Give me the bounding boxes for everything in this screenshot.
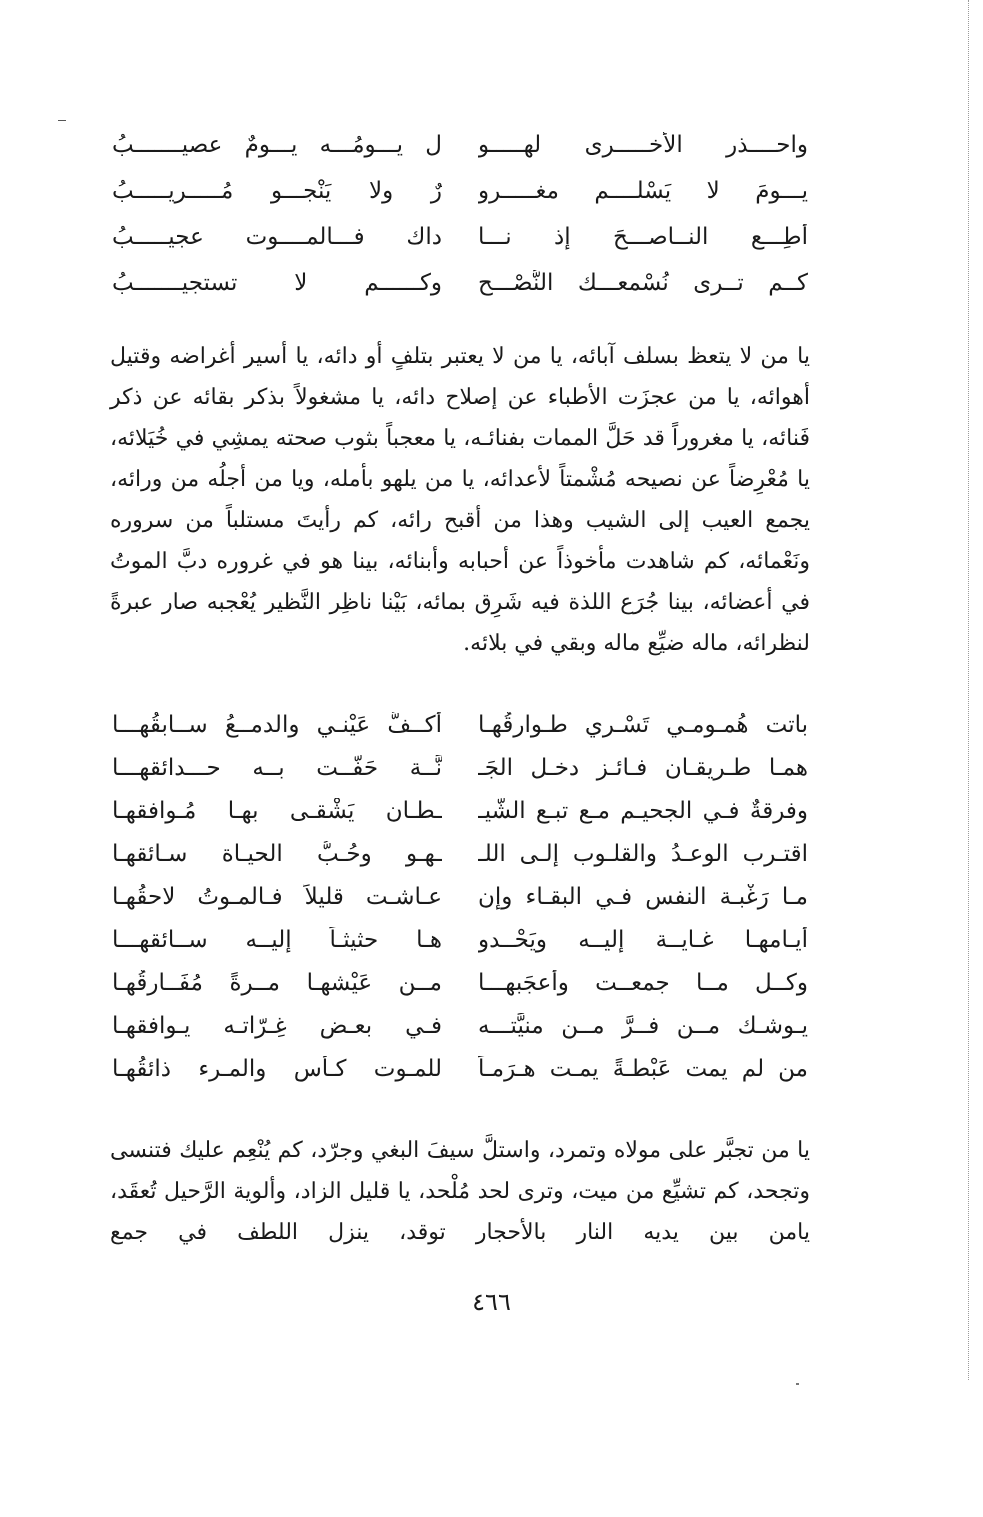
stray-dot bbox=[796, 1383, 799, 1385]
stray-mark bbox=[58, 120, 66, 121]
verse-first-hemistich: باتت هُمـومـي تَسْـري طـوارقُهـا bbox=[478, 712, 808, 738]
prose-paragraph-2: يا من تجبَّر على مولاه وتمرد، واستلَّ سيفَ البغي وجرّد، كم يُنْعِم عليك فتنسى وتجحد، كم تشيِّع من ميت، وترى لحد مُلْحد، يا قليل الزاد، وألوية الرَّحيل تُعقَد، يامن بين يديه النار بالأحجار توقد، ينزل اللطف في جمع bbox=[110, 1138, 810, 1245]
verse-second-hemistich: مــن عَيْشهـا مــرةً مُفَــارقُهـا bbox=[112, 970, 442, 996]
verse-line bbox=[112, 1056, 808, 1099]
verse-second-hemistich: أكــفُّ عَيْنـي والدمــعُ ســابقُهـــا bbox=[112, 712, 442, 738]
verse-second-hemistich: ـطـان يَشْقـى بهـا مُـوافقهـا bbox=[112, 798, 442, 824]
verse-first-hemistich: واحــــذر الأخـــــرى لهـــــو bbox=[478, 132, 808, 158]
verse-first-hemistich: مـا رَغْبـة النفس فـي البقـاء وإن bbox=[478, 884, 808, 910]
verse-line bbox=[112, 1013, 808, 1056]
verse-line bbox=[112, 927, 808, 970]
verse-second-hemistich: للمـوت كـأس والمـرء ذائقُهـا bbox=[112, 1056, 442, 1082]
verse-first-hemistich: همـا طـريقـان فـائـز دخـل الجَـ bbox=[478, 755, 808, 781]
verse-first-hemistich: وفرقةٌ فـي الجحيـم مـع تبـع الشَّيـ bbox=[478, 798, 808, 824]
verse-line bbox=[112, 224, 808, 270]
verse-line bbox=[112, 884, 808, 927]
verse-second-hemistich: هـا حثيثـاً إليــه ســائقهـــا bbox=[112, 927, 442, 953]
verse-second-hemistich: داك فـــالمــــوت عجيـــــبُ bbox=[112, 224, 442, 250]
verse-line bbox=[112, 798, 808, 841]
verse-second-hemistich: وكــــــم لا تستجيـــــــبُ bbox=[112, 270, 442, 296]
verse-first-hemistich: يـوشـك مــن فــرَّ مــن منيَّتـــه bbox=[478, 1013, 808, 1039]
verse-line bbox=[112, 970, 808, 1013]
verse-line bbox=[112, 841, 808, 884]
poem-stanza-1 bbox=[112, 132, 808, 316]
page-number: ٤٦٦ bbox=[472, 1288, 511, 1316]
verse-first-hemistich: أطِـــعِ النــاصـــحَ إذ نـــا bbox=[478, 224, 808, 250]
verse-second-hemistich: رٌ ولا يَنْجـــو مُـــــريـــــبُ bbox=[112, 178, 442, 204]
verse-second-hemistich: ل يـــومُـــه يـــومٌ عصيـــــــبُ bbox=[112, 132, 442, 158]
verse-second-hemistich: ـهـو وحُـبُّ الحيـاة سـائقهـا bbox=[112, 841, 442, 867]
verse-first-hemistich: وكــل مــا جمعــت وأعجَبهـــا bbox=[478, 970, 808, 996]
verse-first-hemistich: اقتـرب الوعـدُ والقلـوب إلـى اللـ bbox=[478, 841, 808, 867]
poem-stanza-2 bbox=[112, 712, 808, 1099]
verse-first-hemistich: أيـامهـا غـايــة إليــه ويَحْــدو bbox=[478, 927, 808, 953]
prose-paragraph-1: يا من لا يتعظ بسلف آبائه، يا من لا يعتبر بتلفٍ أو دائه، يا أسير أغراضه وقتيل أهوائه، يا من عجزَت الأطباء عن إصلاح دائه، يا مشغولاً بذكر بقائه عن ذكر فَنائه، يا مغروراً قد حَلَّ الممات بفنائـه، يا معجباً بثوب صحته يمشِي في خُيَلائه، يا مُعْرِضاً عن نصيحه مُشْمتاً لأعدائه، يا من يلهو بأمله، ويا من أجلُه من ورائه، يجمع العيب إلى الشيب وهذا من أقبح رائه، كم رأيتَ مستلباً من سروره ونَعْمائه، كم شاهدت مأخوذاً عن أحبابه وأبنائه، بينا هو في غروره دبَّ الموتُ في أعضائه، بينا جُرَع اللذة فيه شَرِق بمائه، بَيْنا ناظِر النَّظير يُعْجبه صار عبرةً لنظرائه، ماله ضيِّع ماله وبقي في بلائه. bbox=[110, 344, 810, 656]
verse-line bbox=[112, 712, 808, 755]
verse-line bbox=[112, 755, 808, 798]
verse-first-hemistich: من لم يمت عَبْطـةً يمـت هـرَمـاً bbox=[478, 1056, 808, 1082]
verse-second-hemistich: فـي بعـض غِـرّاتـه يـوافقهـا bbox=[112, 1013, 442, 1039]
verse-line bbox=[112, 178, 808, 224]
page-edge-line bbox=[967, 0, 969, 1380]
verse-first-hemistich: يـــومَ لا يَسْلــــم مغـــــرو bbox=[478, 178, 808, 204]
verse-first-hemistich: كــم تــرى نُسْمعـــك النُّصْـــح bbox=[478, 270, 808, 296]
verse-second-hemistich: عـاشـت قليلاً فـالمـوتُ لاحقُهـا bbox=[112, 884, 442, 910]
verse-line bbox=[112, 270, 808, 316]
verse-second-hemistich: نَّــة حَفَّــت بــه حـــدائقهـــا bbox=[112, 755, 442, 781]
verse-line bbox=[112, 132, 808, 178]
